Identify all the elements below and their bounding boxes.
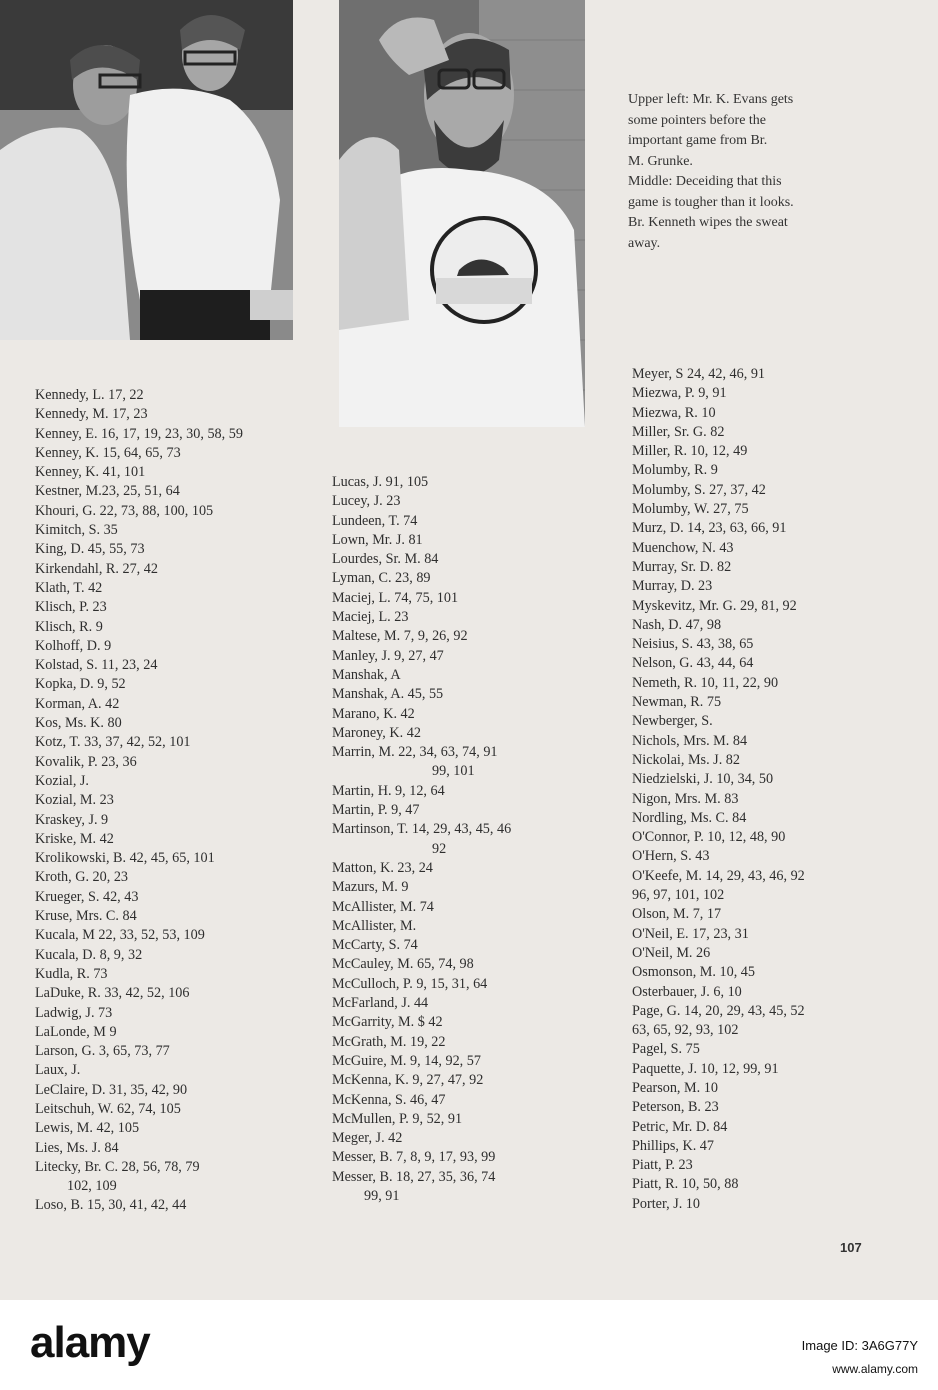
index-entry: Nelson, G. 43, 44, 64 [632, 655, 754, 672]
index-entry: Martinson, T. 14, 29, 43, 45, 46 [332, 821, 512, 838]
caption-line: game is tougher than it looks. [628, 194, 794, 210]
index-entry: McMullen, P. 9, 52, 91 [332, 1110, 463, 1127]
index-entry: O'Connor, P. 10, 12, 48, 90 [632, 829, 786, 846]
index-entry: Phillips, K. 47 [632, 1137, 714, 1154]
photo-two-men-graphic [0, 0, 293, 340]
index-entry: Marano, K. 42 [332, 705, 415, 722]
index-entry: Kriske, M. 42 [35, 830, 114, 847]
index-entry: Kucala, M 22, 33, 52, 53, 109 [35, 927, 205, 944]
index-entry: Paquette, J. 10, 12, 99, 91 [632, 1060, 779, 1077]
index-entry: Miezwa, P. 9, 91 [632, 385, 727, 402]
index-entry: O'Neil, E. 17, 23, 31 [632, 925, 749, 942]
index-entry: Molumby, W. 27, 75 [632, 501, 749, 518]
index-entry: Maciej, L. 23 [332, 609, 409, 626]
index-entry: Meyer, S 24, 42, 46, 91 [632, 366, 766, 382]
index-entry: O'Hern, S. 43 [632, 848, 710, 865]
footer-url: www.alamy.com [832, 1362, 918, 1376]
index-entry: Kruse, Mrs. C. 84 [35, 908, 137, 925]
index-entry: LaDuke, R. 33, 42, 52, 106 [35, 985, 190, 1002]
index-entry: Kudla, R. 73 [35, 965, 108, 982]
index-entry: Kos, Ms. K. 80 [35, 715, 122, 732]
index-entry: Nemeth, R. 10, 11, 22, 90 [632, 674, 779, 691]
caption-line: important game from Br. [628, 133, 768, 148]
index-entry: Klath, T. 42 [35, 579, 103, 596]
index-entry: Lourdes, Sr. M. 84 [332, 551, 439, 568]
index-entry: 63, 65, 92, 93, 102 [632, 1022, 739, 1039]
index-entry: Lucas, J. 91, 105 [332, 474, 429, 490]
index-entry: Lucey, J. 23 [332, 493, 401, 510]
index-entry: Litecky, Br. C. 28, 56, 78, 79 [35, 1158, 200, 1175]
index-entry: Maroney, K. 42 [332, 724, 421, 741]
index-entry: Khouri, G. 22, 73, 88, 100, 105 [35, 502, 214, 519]
photo-man-graphic [339, 0, 585, 427]
index-entry: Nordling, Ms. C. 84 [632, 809, 747, 826]
index-entry: McGarrity, M. $ 42 [332, 1014, 443, 1031]
index-entry: Nichols, Mrs. M. 84 [632, 732, 748, 749]
index-entry: McGrath, M. 19, 22 [332, 1033, 446, 1050]
index-entry: Messer, B. 18, 27, 35, 36, 74 [332, 1168, 496, 1185]
page-number: 107 [840, 1240, 862, 1255]
index-entry: Kestner, M.23, 25, 51, 64 [35, 483, 180, 500]
index-entry: Lundeen, T. 74 [332, 512, 418, 529]
index-entry: Miezwa, R. 10 [632, 404, 716, 421]
index-entry: Lyman, C. 23, 89 [332, 570, 431, 587]
index-entry: Kirkendahl, R. 27, 42 [35, 560, 158, 577]
index-entry: Petric, Mr. D. 84 [632, 1118, 728, 1135]
index-entry: O'Neil, M. 26 [632, 944, 711, 961]
index-entry: Larson, G. 3, 65, 73, 77 [35, 1043, 170, 1060]
index-entry: Loso, B. 15, 30, 41, 42, 44 [35, 1197, 187, 1214]
index-entry: Kucala, D. 8, 9, 32 [35, 946, 143, 963]
index-entry: Krueger, S. 42, 43 [35, 888, 139, 905]
index-entry: Kennedy, M. 17, 23 [35, 406, 148, 423]
index-entry: McCarty, S. 74 [332, 937, 418, 954]
index-entry: Martin, H. 9, 12, 64 [332, 782, 445, 799]
index-entry: Lies, Ms. J. 84 [35, 1139, 119, 1156]
caption-line: Br. Kenneth wipes the sweat [628, 215, 788, 230]
index-entry: Page, G. 14, 20, 29, 43, 45, 52 [632, 1002, 805, 1019]
index-entry: Maciej, L. 74, 75, 101 [332, 589, 459, 606]
index-entry: McKenna, K. 9, 27, 47, 92 [332, 1072, 484, 1089]
index-column-1 [35, 386, 243, 1216]
photo-caption [628, 90, 903, 254]
index-entry: Meger, J. 42 [332, 1130, 403, 1147]
index-entry: Messer, B. 7, 8, 9, 17, 93, 99 [332, 1149, 496, 1166]
index-entry: Pearson, M. 10 [632, 1079, 718, 1096]
index-entry: Kraskey, J. 9 [35, 811, 109, 828]
index-entry: Kozial, J. [35, 772, 89, 789]
index-entry: Martin, P. 9, 47 [332, 802, 420, 819]
index-entry: Newberger, S. [632, 713, 713, 730]
index-entry: Kenney, K. 15, 64, 65, 73 [35, 444, 181, 461]
index-entry: 96, 97, 101, 102 [632, 887, 725, 904]
index-entry: Kopka, D. 9, 52 [35, 676, 126, 693]
index-entry: Molumby, R. 9 [632, 462, 718, 479]
index-entry: King, D. 45, 55, 73 [35, 541, 145, 558]
index-entry: McGuire, M. 9, 14, 92, 57 [332, 1052, 481, 1069]
index-entry: Nigon, Mrs. M. 83 [632, 790, 739, 807]
index-entry: Kenney, E. 16, 17, 19, 23, 30, 58, 59 [35, 425, 243, 442]
caption-line: Upper left: Mr. K. Evans gets [628, 92, 794, 107]
watermark-footer [0, 1300, 938, 1390]
index-entry: Miller, R. 10, 12, 49 [632, 443, 748, 460]
index-entry: Kennedy, L. 17, 22 [35, 387, 144, 403]
alamy-logo: alamy [30, 1318, 150, 1367]
photo-man-wiping-sweat [339, 0, 585, 427]
index-column-3 [632, 365, 805, 1214]
index-entry: Manshak, A [332, 666, 401, 683]
index-entry: Manshak, A. 45, 55 [332, 686, 444, 703]
index-entry: McCauley, M. 65, 74, 98 [332, 956, 474, 973]
index-entry: Maltese, M. 7, 9, 26, 92 [332, 628, 468, 645]
index-entry-continuation: 92 [432, 840, 447, 857]
index-entry: Miller, Sr. G. 82 [632, 423, 725, 440]
index-entry: Neisius, S. 43, 38, 65 [632, 636, 754, 653]
index-entry: Newman, R. 75 [632, 694, 722, 711]
index-entry: Klisch, R. 9 [35, 618, 103, 635]
index-entry-continuation: 99, 101 [432, 763, 475, 780]
index-entry: McAllister, M. 74 [332, 898, 434, 915]
index-entry: Klisch, P. 23 [35, 599, 107, 616]
index-entry: Peterson, B. 23 [632, 1099, 719, 1116]
index-entry: McCulloch, P. 9, 15, 31, 64 [332, 975, 488, 992]
index-entry: Kotz, T. 33, 37, 42, 52, 101 [35, 734, 191, 751]
index-entry: Myskevitz, Mr. G. 29, 81, 92 [632, 597, 797, 614]
index-entry: Korman, A. 42 [35, 695, 120, 712]
caption-line: M. Grunke. [628, 153, 693, 169]
index-entry: Piatt, P. 23 [632, 1157, 693, 1174]
index-entry: Murray, Sr. D. 82 [632, 558, 732, 575]
index-entry: Osmonson, M. 10, 45 [632, 964, 755, 981]
index-entry-continuation: 102, 109 [67, 1178, 117, 1195]
index-entry: McFarland, J. 44 [332, 995, 429, 1012]
index-entry: LaLonde, M 9 [35, 1023, 117, 1040]
index-entry: Nash, D. 47, 98 [632, 616, 722, 633]
index-entry: Osterbauer, J. 6, 10 [632, 983, 742, 1000]
index-entry: Krolikowski, B. 42, 45, 65, 101 [35, 850, 215, 867]
index-entry: Kozial, M. 23 [35, 792, 114, 809]
index-entry: Marrin, M. 22, 34, 63, 74, 91 [332, 744, 498, 761]
index-entry: McAllister, M. [332, 917, 417, 934]
index-entry: Porter, J. 10 [632, 1195, 700, 1212]
index-entry: Matton, K. 23, 24 [332, 859, 433, 876]
caption-line: some pointers before the [628, 112, 767, 128]
index-entry: Lown, Mr. J. 81 [332, 531, 423, 548]
index-column-2 [332, 473, 511, 1206]
index-entry: Kolstad, S. 11, 23, 24 [35, 657, 158, 674]
index-entry: LeClaire, D. 31, 35, 42, 90 [35, 1081, 188, 1098]
index-entry: Piatt, R. 10, 50, 88 [632, 1176, 739, 1193]
index-entry: Kovalik, P. 23, 36 [35, 753, 137, 770]
index-entry: Murz, D. 14, 23, 63, 66, 91 [632, 520, 787, 537]
index-entry: Manley, J. 9, 27, 47 [332, 647, 444, 664]
index-entry: Molumby, S. 27, 37, 42 [632, 481, 766, 498]
index-entry: Nickolai, Ms. J. 82 [632, 751, 740, 768]
index-entry: Ladwig, J. 73 [35, 1004, 113, 1021]
index-entry: O'Keefe, M. 14, 29, 43, 46, 92 [632, 867, 805, 884]
index-entry: Kimitch, S. 35 [35, 522, 118, 539]
index-entry: Kolhoff, D. 9 [35, 637, 112, 654]
index-entry: Olson, M. 7, 17 [632, 906, 722, 923]
index-entry: Muenchow, N. 43 [632, 539, 734, 556]
index-entry-continuation: 99, 91 [364, 1187, 400, 1204]
caption-line: away. [628, 235, 661, 251]
index-entry: Kenney, K. 41, 101 [35, 464, 146, 481]
index-entry: Kroth, G. 20, 23 [35, 869, 129, 886]
index-entry: Murray, D. 23 [632, 578, 713, 595]
index-entry: Lewis, M. 42, 105 [35, 1120, 140, 1137]
index-entry: Niedzielski, J. 10, 34, 50 [632, 771, 774, 788]
image-id: Image ID: 3A6G77Y [801, 1338, 918, 1353]
index-entry: Leitschuh, W. 62, 74, 105 [35, 1100, 181, 1117]
caption-line: Middle: Deceiding that this [628, 174, 782, 189]
index-entry: Laux, J. [35, 1062, 81, 1079]
index-entry: McKenna, S. 46, 47 [332, 1091, 446, 1108]
index-entry: Pagel, S. 75 [632, 1041, 700, 1058]
photo-two-men-talking [0, 0, 293, 340]
index-entry: Mazurs, M. 9 [332, 879, 409, 896]
